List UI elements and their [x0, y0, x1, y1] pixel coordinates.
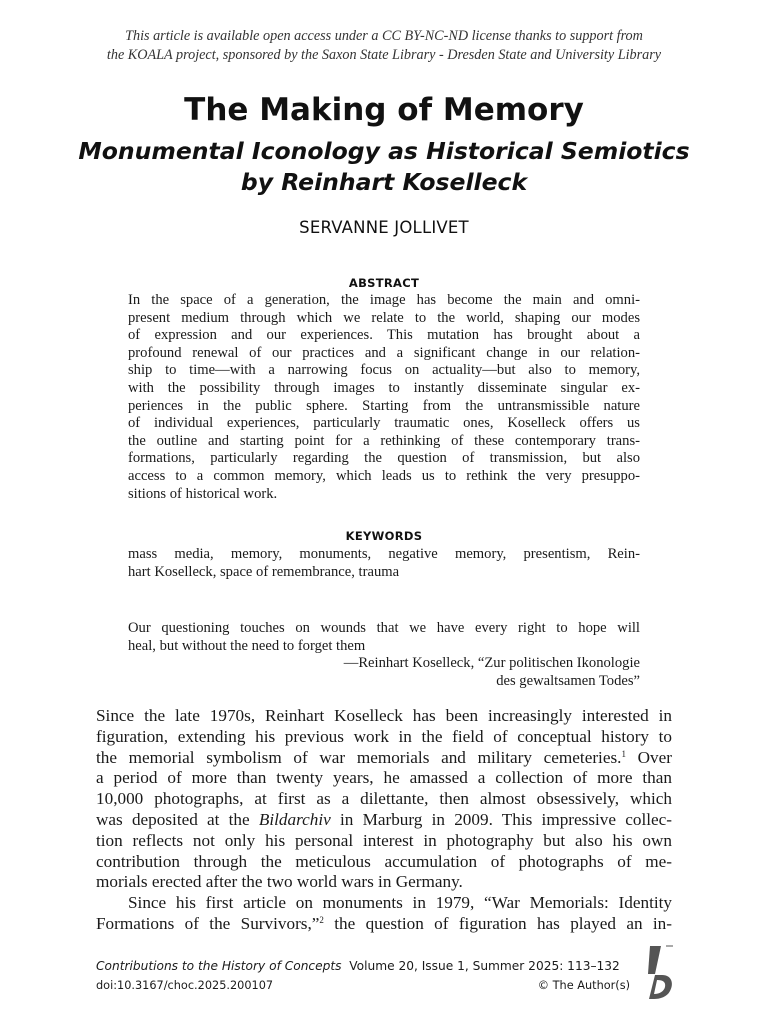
- body-line: morials erected after the two world wars in Germany.: [96, 872, 463, 892]
- body-text: was deposited at the: [96, 809, 259, 829]
- doi[interactable]: doi:10.3167/choc.2025.200107: [96, 979, 274, 992]
- abstract-line: ship to time—with a narrowing focus on actuality—but also to memory,: [128, 362, 640, 379]
- abstract-line: present medium through which we relate to the world, shaping our modes: [128, 309, 640, 326]
- body-line: Since the late 1970s, Reinhart Koselleck has been increasingly interested in: [96, 706, 672, 725]
- abstract-line: of individual experiences, particularly traumatic ones, Koselleck offers us: [128, 415, 640, 432]
- body-line: tion reflects not only his personal interest in photography but also his own: [96, 830, 672, 850]
- copyright: © The Author(s): [537, 979, 630, 992]
- abstract-line: profound renewal of our practices and a significant change in our relation-: [128, 344, 640, 361]
- abstract-line: In the space of a generation, the image has become the main and omni-: [128, 292, 640, 308]
- body-line: Since his first article on monuments in 1979, “War Memorials: Identity: [128, 893, 672, 913]
- body-emphasis: Bildarchiv: [258, 809, 331, 829]
- article-title: The Making of Memory: [184, 92, 584, 128]
- body-text: the memorial symbolism of war memorials and military cemeteries.: [96, 747, 622, 767]
- keywords-line: mass media, memory, monuments, negative memory, presentism, Rein-: [128, 546, 640, 562]
- open-access-notice: [0, 27, 768, 65]
- issue-info: Volume 20, Issue 1, Summer 2025: 113–132: [349, 959, 620, 973]
- body-text: the question of figuration has played an in-: [323, 913, 672, 933]
- body-line: 10,000 photographs, at first as a dilettante, then almost obsessively, which: [96, 789, 672, 809]
- body-line: contribution through the meticulous accumulation of photographs of me-: [96, 851, 672, 871]
- abstract-line: with the possibility through images to instantly disseminate singular ex-: [128, 379, 640, 396]
- article-body: [96, 706, 672, 935]
- abstract-heading: ABSTRACT: [348, 276, 420, 290]
- epigraph-attribution: des gewaltsamen Todes”: [496, 672, 640, 689]
- footnote-ref[interactable]: 2: [319, 914, 324, 925]
- body-line: figuration, extending his previous work in the field of conceptual history to: [96, 726, 672, 746]
- abstract-line: access to a common memory, which leads us to rethink the very presuppo-: [128, 467, 640, 484]
- epigraph-attribution: —Reinhart Koselleck, “Zur politischen Ikonologie: [343, 655, 640, 672]
- notice-line: the KOALA project, sponsored by the Saxon State Library - Dresden State and University Library: [106, 47, 662, 63]
- publisher-logo-icon: [646, 944, 676, 1000]
- body-line: [96, 914, 672, 935]
- body-line: a period of more than twenty years, he amassed a collection of more than: [96, 768, 672, 788]
- subtitle-line: by Reinhart Koselleck: [240, 168, 528, 196]
- article-subtitle: [0, 136, 768, 198]
- notice-line: This article is available open access under a CC BY-NC-ND license thanks to support from: [125, 28, 643, 44]
- body-line: [96, 748, 672, 769]
- epigraph: [128, 620, 640, 690]
- body-text: Formations of the Survivors,”: [96, 913, 320, 933]
- abstract-line: periences in the public sphere. Starting from the untransmissible nature: [128, 397, 640, 414]
- footnote-ref[interactable]: 1: [621, 748, 626, 759]
- abstract-text: [128, 292, 640, 503]
- body-line: [96, 810, 672, 831]
- abstract-line: formations, particularly regarding the question of transmission, but also: [128, 450, 640, 467]
- author-name: SERVANNE JOLLIVET: [299, 218, 469, 237]
- abstract-line: the outline and starting point for a rethinking of these contemporary trans-: [128, 432, 640, 449]
- subtitle-line: Monumental Iconology as Historical Semiotics: [78, 137, 690, 165]
- abstract-line: sitions of historical work.: [128, 485, 278, 502]
- body-text: in Marburg in 2009. This impressive collec-: [330, 809, 672, 829]
- journal-name: Contributions to the History of Concepts: [96, 959, 342, 973]
- keywords-heading: KEYWORDS: [345, 529, 423, 543]
- keywords-line: hart Koselleck, space of remembrance, trauma: [128, 563, 400, 580]
- epigraph-line: Our questioning touches on wounds that we have every right to hope will: [128, 620, 640, 636]
- abstract-line: of expression and our experiences. This mutation has brought about a: [128, 327, 640, 344]
- footer-citation: [96, 959, 620, 973]
- keywords-text: [128, 546, 640, 581]
- epigraph-line: heal, but without the need to forget them: [128, 637, 366, 654]
- body-text: Over: [625, 747, 672, 767]
